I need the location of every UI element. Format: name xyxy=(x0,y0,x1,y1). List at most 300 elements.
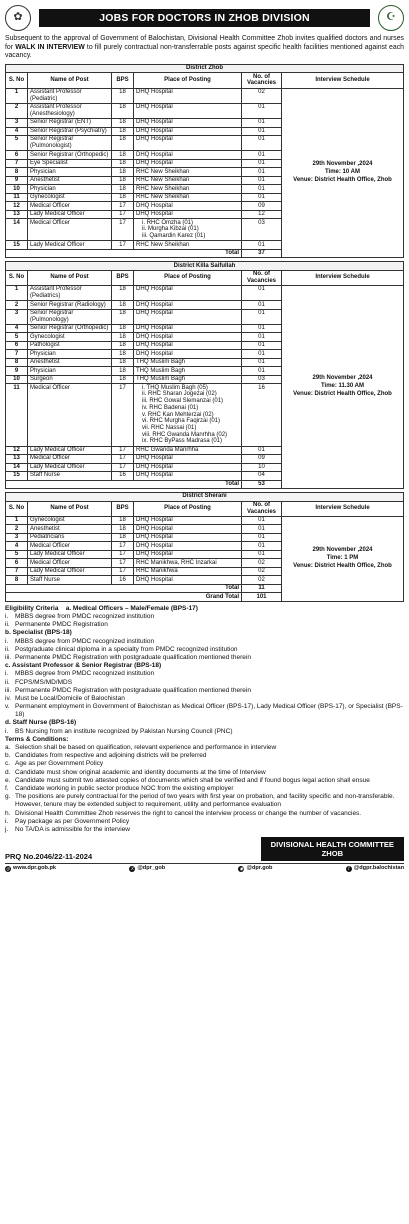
list-item-text: MBBS degree from PMDC recognized institution xyxy=(15,637,155,645)
eligibility-b-list xyxy=(5,638,404,663)
grand-total-label: Grand Total xyxy=(6,593,242,602)
row-bps: 18 xyxy=(112,324,134,333)
row-post: Senior Registrar (Orthopedic) xyxy=(28,324,112,333)
row-vacancies: 09 xyxy=(242,202,282,211)
list-item-text: Divisional Health Committee Zhob reserves the right to cancel the interview process or change the number of vacancies. xyxy=(15,809,362,817)
globe-icon: ◎ xyxy=(6,865,10,871)
row-serial: 3 xyxy=(6,119,28,128)
row-place: DHQ Hospital xyxy=(134,463,242,472)
posting-subitem: v. RHC Kan Mehterzai (02) xyxy=(142,411,214,418)
row-serial: 8 xyxy=(6,576,28,585)
row-place: THQ Muslim Bagh xyxy=(134,358,242,367)
row-post: Physician xyxy=(28,168,112,177)
total-value: 37 xyxy=(242,249,282,258)
row-bps: 17 xyxy=(112,202,134,211)
row-place: RHC Gwanda Manrhha xyxy=(134,446,242,455)
row-bps: 18 xyxy=(112,88,134,103)
vacancy-table xyxy=(5,261,404,489)
row-vacancies: 01 xyxy=(242,151,282,160)
row-vacancies: 01 xyxy=(242,185,282,194)
total-value: 53 xyxy=(242,480,282,489)
list-item-number: f. xyxy=(5,784,9,792)
website-link[interactable]: ◎ www.dpr.gob.pk xyxy=(6,865,56,872)
x-icon: X xyxy=(130,865,134,871)
posting-subitem: iv. RHC Badenai (01) xyxy=(142,404,199,411)
posting-sublist xyxy=(136,385,239,445)
row-place: RHC New Sheikhan xyxy=(134,168,242,177)
row-post: Medical Officer xyxy=(28,202,112,211)
row-bps: 18 xyxy=(112,136,134,151)
row-vacancies: 01 xyxy=(242,333,282,342)
vacancy-table xyxy=(5,492,404,602)
row-vacancies: 01 xyxy=(242,341,282,350)
page-title: JOBS FOR DOCTORS IN ZHOB DIVISION xyxy=(39,9,370,28)
list-item xyxy=(5,638,404,646)
row-post: Senior Registrar (Radiology) xyxy=(28,301,112,310)
row-vacancies: 16 xyxy=(242,384,282,446)
row-post: Medical Officer xyxy=(28,455,112,464)
row-serial: 1 xyxy=(6,88,28,103)
row-serial: 11 xyxy=(6,384,28,446)
row-post: Eye Specialist xyxy=(28,159,112,168)
schedule-block xyxy=(284,547,401,569)
row-place: DHQ Hospital xyxy=(134,542,242,551)
list-item-number: i. xyxy=(5,817,9,825)
intro-text-start: Subsequent to the approval of Government of Balochistan, Divisional Health Committee Zhob invites qualified doctors and nurses for xyxy=(5,35,404,51)
schedule-date: 29th November ,2024 xyxy=(312,161,373,168)
row-post: Physician xyxy=(28,350,112,359)
row-serial: 5 xyxy=(6,550,28,559)
column-header-place: Place of Posting xyxy=(134,73,242,88)
row-place: DHQ Hospital xyxy=(134,151,242,160)
column-header-sn: S. No xyxy=(6,73,28,88)
row-place: DHQ Hospital xyxy=(134,119,242,128)
column-header-sched: Interview Schedule xyxy=(282,501,404,516)
eligibility-a-heading: a. Medical Officers – Male/Female (BPS-17) xyxy=(65,604,198,612)
district-name: District Killa Saifullah xyxy=(6,262,404,271)
total-label: Total xyxy=(6,480,242,489)
row-bps: 18 xyxy=(112,309,134,324)
row-bps: 18 xyxy=(112,168,134,177)
row-vacancies: 02 xyxy=(242,559,282,568)
row-post: Senior Registrar (Orthopedic) xyxy=(28,151,112,160)
posting-subitem: iii. RHC Gowal Slemanzai (01) xyxy=(142,398,224,405)
list-item xyxy=(5,695,404,703)
row-post: Pathologist xyxy=(28,341,112,350)
row-place: DHQ Hospital xyxy=(134,285,242,300)
row-vacancies: 01 xyxy=(242,516,282,525)
column-header-sn: S. No xyxy=(6,501,28,516)
committee-signature xyxy=(261,837,404,861)
row-post: Lady Medical Officer xyxy=(28,241,112,250)
row-vacancies: 12 xyxy=(242,210,282,219)
row-place: DHQ Hospital xyxy=(134,210,242,219)
list-item-number: d. xyxy=(5,768,11,776)
row-bps: 18 xyxy=(112,367,134,376)
row-post: Lady Medical Officer xyxy=(28,567,112,576)
list-item-text: Selection shall be based on qualification, relevant experience and performance in interview xyxy=(15,744,277,751)
row-vacancies: 01 xyxy=(242,136,282,151)
row-bps: 18 xyxy=(112,301,134,310)
row-vacancies: 01 xyxy=(242,324,282,333)
row-place: DHQ Hospital xyxy=(134,533,242,542)
list-item xyxy=(5,785,404,793)
row-place: RHC New Sheikhan xyxy=(134,193,242,202)
row-vacancies: 01 xyxy=(242,309,282,324)
row-serial: 14 xyxy=(6,219,28,241)
eligibility-c-heading: c. Assistant Professor & Senior Registrar (BPS-18) xyxy=(5,662,162,670)
row-vacancies: 01 xyxy=(242,301,282,310)
table-row xyxy=(6,285,404,300)
row-vacancies: 10 xyxy=(242,463,282,472)
schedule-date: 29th November ,2024 xyxy=(312,547,373,554)
row-place: DHQ Hospital xyxy=(134,516,242,525)
schedule-venue: Venue: District Health Office, Zhob xyxy=(293,562,392,569)
list-item xyxy=(5,793,404,809)
row-vacancies: 09 xyxy=(242,455,282,464)
row-post: Pediatricians xyxy=(28,533,112,542)
row-place: DHQ Hospital xyxy=(134,159,242,168)
list-item-text: Permanente PMDC Registration with postgraduate qualification mentioned therein xyxy=(15,653,251,661)
prq-number: PRQ No.2046/22-11-2024 xyxy=(5,852,93,862)
terms-heading: Terms & Conditions: xyxy=(5,735,69,743)
row-serial: 5 xyxy=(6,333,28,342)
posting-subitem: vi. RHC Murgha Faqirzai (01) xyxy=(142,418,221,425)
row-vacancies: 04 xyxy=(242,472,282,481)
row-bps: 17 xyxy=(112,384,134,446)
row-vacancies: 03 xyxy=(242,375,282,384)
row-post: Senior Registrar (Pulmonologist) xyxy=(28,136,112,151)
schedule-venue: Venue: District Health Office, Zhob xyxy=(293,390,392,397)
eligibility-d-heading: d. Staff Nurse (BPS-16) xyxy=(5,719,77,727)
row-bps: 18 xyxy=(112,285,134,300)
row-bps: 16 xyxy=(112,472,134,481)
row-post: Physician xyxy=(28,367,112,376)
committee-city: ZHOB xyxy=(321,849,344,859)
row-bps: 17 xyxy=(112,455,134,464)
row-vacancies: 01 xyxy=(242,446,282,455)
list-item-text: FCPS/MS/MD/MDS xyxy=(15,678,73,686)
row-serial: 13 xyxy=(6,210,28,219)
interview-schedule xyxy=(282,285,404,488)
table-row xyxy=(6,516,404,525)
row-bps: 17 xyxy=(112,542,134,551)
list-item xyxy=(5,777,404,785)
row-bps: 18 xyxy=(112,516,134,525)
row-bps: 17 xyxy=(112,463,134,472)
row-bps: 16 xyxy=(112,576,134,585)
row-place xyxy=(134,219,242,241)
row-post: Surgeon xyxy=(28,375,112,384)
list-item-text: Candidate working in public sector produce NOC from the existing employer xyxy=(15,784,234,792)
list-item-number: i. xyxy=(5,670,9,678)
schedule-time: Time: 10 AM xyxy=(324,169,360,176)
row-vacancies: 02 xyxy=(242,576,282,585)
row-vacancies: 02 xyxy=(242,88,282,103)
row-bps: 18 xyxy=(112,375,134,384)
row-place: DHQ Hospital xyxy=(134,127,242,136)
row-place: THQ Muslim Bagh xyxy=(134,375,242,384)
list-item xyxy=(5,687,404,695)
total-label: Total xyxy=(6,584,242,593)
instagram-link[interactable]: ◉ @dpr.gob xyxy=(239,865,273,872)
row-serial: 12 xyxy=(6,202,28,211)
row-post: Senior Registrar (Pulmonology) xyxy=(28,309,112,324)
list-item-number: j. xyxy=(5,825,9,833)
schedule-block xyxy=(284,161,401,183)
schedule-venue: Venue: District Health Office, Zhob xyxy=(293,176,392,183)
list-item-number: ii. xyxy=(5,678,10,686)
row-serial: 2 xyxy=(6,103,28,118)
list-item-number: i. xyxy=(5,727,9,735)
row-bps: 18 xyxy=(112,533,134,542)
grand-total-value: 101 xyxy=(242,593,282,602)
row-post: Lady Medical Officer xyxy=(28,446,112,455)
row-place: DHQ Hospital xyxy=(134,333,242,342)
row-place: DHQ Hospital xyxy=(134,324,242,333)
list-item-text: Candidate must submit two attested copies of documents which shall be verified and if found bogus legal action shall ensue xyxy=(15,776,370,784)
row-serial: 12 xyxy=(6,446,28,455)
row-place: RHC New Sheikhan xyxy=(134,241,242,250)
row-serial: 6 xyxy=(6,341,28,350)
row-post: Senior Registrar (Psychiatry) xyxy=(28,127,112,136)
list-item-number: ii. xyxy=(5,621,10,629)
row-post: Assistant Professor (Anesthesiology) xyxy=(28,103,112,118)
column-header-place: Place of Posting xyxy=(134,270,242,285)
list-item-number: i. xyxy=(5,637,9,645)
posting-subitem: ii. RHC Sharan Jogezai (02) xyxy=(142,391,217,398)
list-item xyxy=(5,752,404,760)
row-serial: 6 xyxy=(6,559,28,568)
row-vacancies: 01 xyxy=(242,168,282,177)
district-name: District Sherani xyxy=(6,493,404,502)
column-header-vac: No. of Vacancies xyxy=(242,270,282,285)
row-place: THQ Muslim Bagh xyxy=(134,367,242,376)
row-bps: 18 xyxy=(112,341,134,350)
row-vacancies: 01 xyxy=(242,542,282,551)
row-place: DHQ Hospital xyxy=(134,341,242,350)
row-place: DHQ Hospital xyxy=(134,103,242,118)
row-bps: 17 xyxy=(112,567,134,576)
eligibility-heading: Eligibility Criteria xyxy=(5,604,59,612)
row-serial: 7 xyxy=(6,567,28,576)
row-post: Lady Medical Officer xyxy=(28,550,112,559)
row-vacancies: 01 xyxy=(242,193,282,202)
row-serial: 2 xyxy=(6,525,28,534)
list-item-text: Permanent employment in Government of Balochistan as Medical Officer (BPS-17), Lady Medical Officer (BPS-17), or Specialist (BPS-18) xyxy=(15,703,403,719)
list-item xyxy=(5,728,404,736)
row-serial: 1 xyxy=(6,516,28,525)
row-place: RHC Manikhwa xyxy=(134,567,242,576)
vacancy-table xyxy=(5,64,404,258)
list-item-text: Candidate must show original academic and identity documents at the time of Interview xyxy=(15,768,266,776)
row-vacancies: 01 xyxy=(242,159,282,168)
vacancy-tables xyxy=(5,64,404,602)
list-item-number: a. xyxy=(5,744,11,751)
intro-text-end: to fill purely contractual non-transferrable posts against specific health facilities mentioned against each vacancy. xyxy=(5,43,404,60)
column-header-row xyxy=(6,501,404,516)
row-bps: 18 xyxy=(112,185,134,194)
row-bps: 18 xyxy=(112,350,134,359)
row-vacancies: 01 xyxy=(242,525,282,534)
row-serial: 7 xyxy=(6,350,28,359)
list-item-number: b. xyxy=(5,752,11,760)
row-post: Anesthetist xyxy=(28,525,112,534)
row-post: Medical Officer xyxy=(28,559,112,568)
list-item xyxy=(5,703,404,719)
row-place: DHQ Hospital xyxy=(134,576,242,585)
row-place: DHQ Hospital xyxy=(134,550,242,559)
eligibility-section xyxy=(5,605,404,834)
row-vacancies: 01 xyxy=(242,119,282,128)
footer xyxy=(5,837,404,861)
row-serial: 10 xyxy=(6,375,28,384)
column-header-place: Place of Posting xyxy=(134,501,242,516)
instagram-icon: ◉ xyxy=(239,865,244,871)
district-title-row xyxy=(6,262,404,271)
list-item-text: No TA/DA is admissible for the interview xyxy=(15,825,130,833)
intro-walk-in: WALK IN INTERVIEW xyxy=(15,43,85,51)
committee-name: DIVISIONAL HEALTH COMMITTEE xyxy=(270,840,394,850)
row-place: DHQ Hospital xyxy=(134,301,242,310)
row-vacancies: 01 xyxy=(242,533,282,542)
row-serial: 3 xyxy=(6,533,28,542)
list-item-number: e. xyxy=(5,776,11,784)
posting-subitem: i. THQ Muslim Bagh (05) xyxy=(142,384,208,391)
list-item-number: iii. xyxy=(5,653,12,661)
list-item xyxy=(5,613,404,621)
list-item xyxy=(5,670,404,678)
schedule-time: Time: 1 PM xyxy=(326,554,359,561)
row-vacancies: 01 xyxy=(242,241,282,250)
posting-subitem: viii. RHC Gwanda Manrhha (02) xyxy=(142,431,228,438)
eligibility-a-list xyxy=(5,613,404,629)
row-bps: 17 xyxy=(112,241,134,250)
row-post: Assistant Professor (Pediatric) xyxy=(28,88,112,103)
row-bps: 18 xyxy=(112,103,134,118)
intro-paragraph xyxy=(5,35,404,61)
row-vacancies: 03 xyxy=(242,219,282,241)
row-serial: 2 xyxy=(6,301,28,310)
row-serial: 11 xyxy=(6,193,28,202)
x-link[interactable]: X @dpr_gob xyxy=(130,865,166,872)
eligibility-c-list xyxy=(5,670,404,719)
row-serial: 15 xyxy=(6,472,28,481)
row-post: Gynecologist xyxy=(28,516,112,525)
row-post: Anesthetist xyxy=(28,176,112,185)
row-bps: 17 xyxy=(112,559,134,568)
row-bps: 17 xyxy=(112,210,134,219)
list-item xyxy=(5,760,404,768)
row-serial: 1 xyxy=(6,285,28,300)
posting-subitem: i. RHC Omzha (01) xyxy=(142,219,194,226)
list-item-text: Permanente PMDC Registration with postgraduate qualification mentioned therein xyxy=(15,686,251,694)
list-item-number: i. xyxy=(5,613,9,620)
row-serial: 6 xyxy=(6,151,28,160)
row-vacancies: 01 xyxy=(242,285,282,300)
column-header-vac: No. of Vacancies xyxy=(242,73,282,88)
list-item-number: iv. xyxy=(5,694,12,702)
column-header-post: Name of Post xyxy=(28,73,112,88)
row-place: DHQ Hospital xyxy=(134,309,242,324)
column-header-row xyxy=(6,73,404,88)
row-bps: 17 xyxy=(112,550,134,559)
list-item-number: iii. xyxy=(5,686,12,694)
interview-schedule xyxy=(282,88,404,258)
list-item-number: c. xyxy=(5,760,11,768)
row-serial: 3 xyxy=(6,309,28,324)
row-bps: 17 xyxy=(112,219,134,241)
row-bps: 18 xyxy=(112,358,134,367)
interview-schedule xyxy=(282,516,404,601)
posting-subitem: iii. Qamardin Karez (01) xyxy=(142,233,206,240)
column-header-sched: Interview Schedule xyxy=(282,73,404,88)
row-post: Medical Officer xyxy=(28,542,112,551)
row-place xyxy=(134,384,242,446)
row-bps: 18 xyxy=(112,127,134,136)
facebook-link[interactable]: f @dgpr.balochistan xyxy=(346,865,404,872)
column-header-row xyxy=(6,270,404,285)
row-place: DHQ Hospital xyxy=(134,525,242,534)
row-serial: 8 xyxy=(6,358,28,367)
row-serial: 8 xyxy=(6,168,28,177)
list-item-text: BS Nursing from an institute recognized by Pakistan Nursing Council (PNC) xyxy=(15,727,233,735)
list-item-text: Pay package as per Government Policy xyxy=(15,817,130,825)
row-serial: 5 xyxy=(6,136,28,151)
row-bps: 18 xyxy=(112,151,134,160)
posting-subitem: ii. Murgha Kibzai (01) xyxy=(142,226,199,233)
list-item-text: MBBS degree from PMDC recognized institution xyxy=(15,613,155,620)
row-serial: 4 xyxy=(6,324,28,333)
total-label: Total xyxy=(6,249,242,258)
row-place: DHQ Hospital xyxy=(134,88,242,103)
pakistan-crest-icon: ☪ xyxy=(378,5,404,31)
row-serial: 15 xyxy=(6,241,28,250)
posting-subitem: vii. RHC Nassai (01) xyxy=(142,425,197,432)
list-item xyxy=(5,646,404,654)
list-item xyxy=(5,818,404,826)
list-item-text: MBBS degree from PMDC recognized institution xyxy=(15,670,155,678)
column-header-post: Name of Post xyxy=(28,501,112,516)
list-item xyxy=(5,654,404,662)
row-serial: 7 xyxy=(6,159,28,168)
column-header-bps: BPS xyxy=(112,501,134,516)
row-post: Gynecologist xyxy=(28,333,112,342)
list-item-number: v. xyxy=(5,703,10,711)
row-place: DHQ Hospital xyxy=(134,136,242,151)
row-bps: 18 xyxy=(112,193,134,202)
district-title-row xyxy=(6,493,404,502)
posting-sublist xyxy=(136,220,239,240)
row-vacancies: 01 xyxy=(242,127,282,136)
list-item xyxy=(5,810,404,818)
row-post: Medical Officer xyxy=(28,384,112,446)
row-serial: 9 xyxy=(6,176,28,185)
row-bps: 18 xyxy=(112,119,134,128)
total-value: 11 xyxy=(242,584,282,593)
row-place: DHQ Hospital xyxy=(134,472,242,481)
row-bps: 17 xyxy=(112,446,134,455)
header xyxy=(5,3,404,33)
row-vacancies: 01 xyxy=(242,350,282,359)
row-bps: 18 xyxy=(112,159,134,168)
schedule-block xyxy=(284,375,401,397)
eligibility-d-list xyxy=(5,728,404,736)
list-item-text: Age as per Government Policy xyxy=(15,760,104,768)
list-item-number: g. xyxy=(5,793,11,801)
column-header-post: Name of Post xyxy=(28,270,112,285)
row-serial: 4 xyxy=(6,127,28,136)
